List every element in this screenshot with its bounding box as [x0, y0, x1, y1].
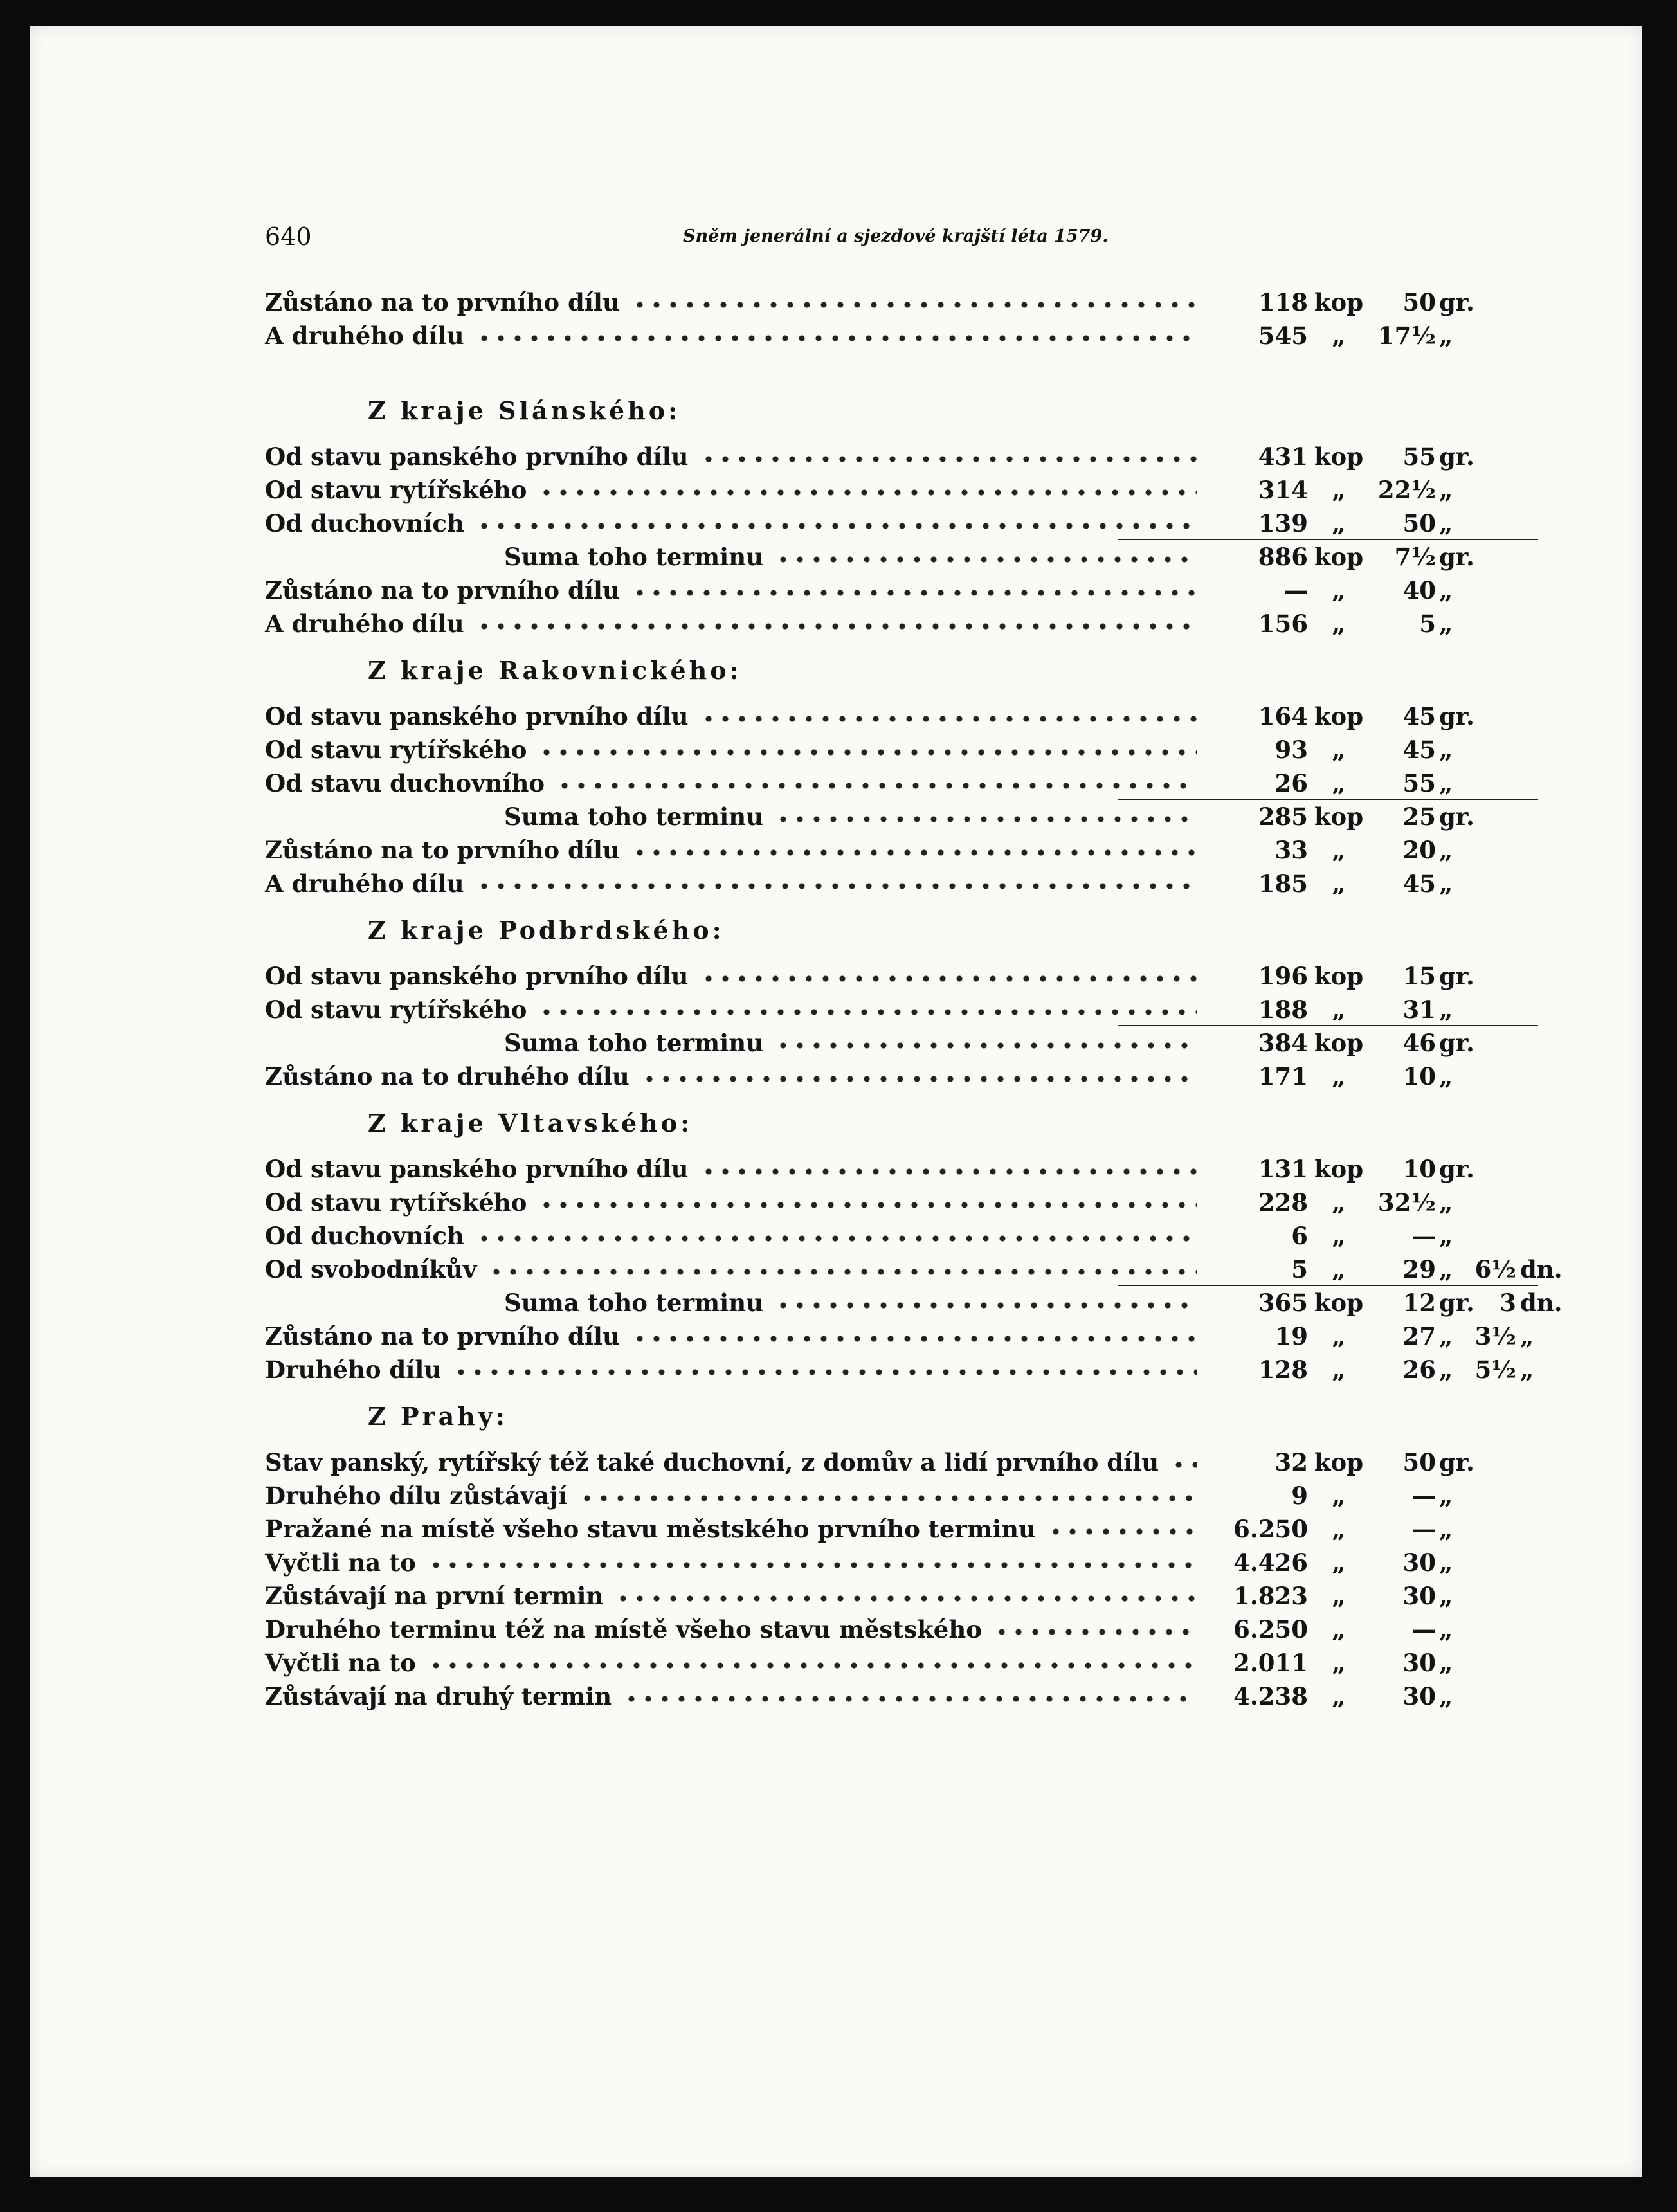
amount-u1: kop: [1314, 543, 1364, 571]
amount-v2: 45: [1402, 736, 1436, 764]
amount-v2: 55: [1402, 442, 1436, 471]
amount-v1: 6.250: [1233, 1515, 1308, 1543]
leader-dots: [579, 1491, 1197, 1506]
ledger-row: [265, 1448, 1538, 1482]
row-label: Zůstávají na první termin: [265, 1582, 604, 1610]
row-label: Vyčtli na to: [265, 1649, 416, 1677]
amount-v1: 139: [1258, 509, 1308, 538]
amount-v2: 15: [1402, 962, 1436, 990]
leader-dots: [775, 811, 1197, 827]
amount-u1: kop: [1314, 1029, 1364, 1057]
amount-v1: 185: [1258, 869, 1308, 898]
leader-dots: [476, 331, 1197, 346]
amount-v1: 33: [1274, 836, 1308, 864]
spacer: [265, 355, 1538, 383]
section-heading: Z kraje Slánského:: [368, 396, 681, 425]
leader-dots: [775, 1298, 1197, 1313]
amount-u2: „: [1439, 736, 1453, 764]
page-number: 640: [265, 222, 312, 251]
leader-dots: [775, 552, 1197, 567]
amount-u2: „: [1439, 610, 1453, 638]
amount-u2: „: [1439, 1548, 1453, 1577]
amount-v1: 365: [1258, 1289, 1308, 1317]
row-label: Od stavu rytířského: [265, 1188, 527, 1217]
amount-v1: 1.823: [1233, 1582, 1308, 1610]
leader-dots: [700, 711, 1197, 727]
amount-u2: „: [1439, 1582, 1453, 1610]
amount-u2: „: [1439, 1615, 1453, 1644]
ledger-row: [265, 702, 1538, 736]
row-label: Od svobodníkův: [265, 1255, 477, 1283]
leader-dots: [476, 619, 1197, 634]
amount-u1: „: [1332, 1649, 1346, 1677]
leader-dots: [993, 1624, 1197, 1640]
amount-v1: 156: [1258, 610, 1308, 638]
amount-v3: 6½: [1474, 1255, 1516, 1283]
sum-row: [265, 802, 1538, 836]
amount-u2: gr.: [1439, 442, 1474, 471]
leader-dots: [538, 485, 1197, 500]
amount-v1: 171: [1258, 1062, 1308, 1091]
amount-v2: 30: [1402, 1582, 1436, 1610]
amount-u1: „: [1332, 1255, 1346, 1283]
amount-v2: 7½: [1394, 543, 1436, 571]
ledger-row: [265, 442, 1538, 476]
amount-u3: „: [1520, 1355, 1534, 1384]
row-label: Druhého dílu: [265, 1355, 442, 1384]
ledger-row: [265, 869, 1538, 903]
leader-dots: [641, 1071, 1197, 1087]
row-label: Od duchovních: [265, 509, 464, 538]
ledger-row: [265, 1548, 1538, 1582]
amount-v2: 30: [1402, 1682, 1436, 1710]
amount-u1: „: [1332, 1322, 1346, 1350]
ledger-row: [265, 836, 1538, 869]
ledger-row: [265, 1682, 1538, 1716]
leader-dots: [700, 451, 1197, 467]
amount-u3: dn.: [1520, 1289, 1563, 1317]
amount-u1: kop: [1314, 1289, 1364, 1317]
ledger-row: [265, 1322, 1538, 1355]
leader-dots: [1170, 1457, 1197, 1473]
ledger-row: [265, 1188, 1538, 1222]
leader-dots: [631, 297, 1197, 313]
row-label: Zůstáno na to prvního dílu: [265, 836, 620, 864]
ledger-row: [265, 1255, 1563, 1289]
ledger-row: [265, 1615, 1538, 1649]
amount-v2: 5: [1419, 610, 1436, 638]
section: [265, 1389, 1538, 1716]
ledger-row: [265, 322, 1538, 355]
amount-u1: „: [1332, 509, 1346, 538]
ledger-row: [265, 1515, 1538, 1548]
amount-v1: 431: [1258, 442, 1308, 471]
amount-u2: gr.: [1439, 962, 1474, 990]
row-label: A druhého dílu: [265, 610, 464, 638]
ledger-row: [265, 288, 1538, 322]
amount-u1: „: [1332, 476, 1346, 504]
amount-u1: „: [1332, 836, 1346, 864]
row-label: Pražané na místě všeho stavu městského prvního terminu: [265, 1515, 1036, 1543]
amount-u2: „: [1439, 1322, 1453, 1350]
amount-v2: 31: [1402, 995, 1436, 1024]
ledger-row: [265, 736, 1538, 769]
amount-u1: „: [1332, 610, 1346, 638]
amount-u1: kop: [1314, 702, 1364, 730]
amount-v1: 4.238: [1233, 1682, 1308, 1710]
leader-dots: [453, 1364, 1197, 1380]
amount-u2: gr.: [1439, 1448, 1474, 1476]
amount-u2: gr.: [1439, 288, 1474, 316]
leader-dots: [615, 1591, 1197, 1606]
amount-v1: 228: [1258, 1188, 1308, 1217]
ledger-row: [265, 962, 1538, 995]
amount-v3: 5½: [1474, 1355, 1516, 1384]
row-label: Od stavu panského prvního dílu: [265, 1155, 689, 1183]
amount-u1: kop: [1314, 288, 1364, 316]
amount-v1: 118: [1258, 288, 1308, 316]
amount-v2: 26: [1402, 1355, 1436, 1384]
amount-u1: „: [1332, 1615, 1346, 1644]
row-label: Zůstáno na to prvního dílu: [265, 288, 620, 316]
leader-dots: [538, 745, 1197, 760]
amount-v2: 17½: [1377, 322, 1436, 350]
amount-v2: 55: [1402, 769, 1436, 797]
amount-v2: 40: [1402, 576, 1436, 604]
amount-v2: 50: [1402, 1448, 1436, 1476]
amount-u2: gr.: [1439, 543, 1474, 571]
amount-v2: 30: [1402, 1548, 1436, 1577]
amount-u2: „: [1439, 1255, 1453, 1283]
leader-dots: [631, 845, 1197, 860]
amount-u2: „: [1439, 836, 1453, 864]
row-label: Od stavu panského prvního dílu: [265, 442, 689, 471]
amount-u2: „: [1439, 995, 1453, 1024]
leader-dots: [775, 1038, 1197, 1053]
row-label: Suma toho terminu: [504, 802, 763, 831]
amount-v1: 6: [1291, 1222, 1308, 1250]
amount-v1: 4.426: [1233, 1548, 1308, 1577]
sum-rule: [1118, 799, 1538, 800]
amount-v1: 384: [1258, 1029, 1308, 1057]
amount-u1: kop: [1314, 962, 1364, 990]
amount-u2: „: [1439, 1222, 1453, 1250]
amount-v2: 22½: [1377, 476, 1436, 504]
leader-dots: [556, 778, 1197, 793]
amount-v2: 50: [1402, 509, 1436, 538]
amount-v1: 128: [1258, 1355, 1308, 1384]
row-label: Druhého terminu též na místě všeho stavu městského: [265, 1615, 982, 1644]
amount-v2: 45: [1402, 702, 1436, 730]
amount-u1: kop: [1314, 1155, 1364, 1183]
amount-u2: „: [1439, 1188, 1453, 1217]
amount-v1: 886: [1258, 543, 1308, 571]
row-label: Od stavu duchovního: [265, 769, 545, 797]
leader-dots: [623, 1691, 1197, 1707]
row-label: Stav panský, rytířský též také duchovní, z domův a lidí prvního dílu: [265, 1448, 1159, 1476]
ledger-row: [265, 476, 1538, 509]
amount-u2: „: [1439, 1355, 1453, 1384]
amount-u1: „: [1332, 1482, 1346, 1510]
amount-v2: 25: [1402, 802, 1436, 831]
amount-u2: „: [1439, 769, 1453, 797]
row-label: Od stavu panského prvního dílu: [265, 702, 689, 730]
amount-u1: „: [1332, 1188, 1346, 1217]
row-label: Od stavu rytířského: [265, 995, 527, 1024]
row-label: A druhého dílu: [265, 869, 464, 898]
amount-u2: gr.: [1439, 702, 1474, 730]
leader-dots: [1047, 1524, 1197, 1539]
leader-dots: [428, 1557, 1197, 1573]
amount-u1: „: [1332, 1222, 1346, 1250]
leader-dots: [476, 518, 1197, 534]
leader-dots: [488, 1264, 1197, 1280]
amount-v2: 20: [1402, 836, 1436, 864]
amount-v2: 27: [1402, 1322, 1436, 1350]
amount-v1: 93: [1274, 736, 1308, 764]
amount-u1: „: [1332, 576, 1346, 604]
amount-u2: „: [1439, 476, 1453, 504]
amount-u3: dn.: [1520, 1255, 1563, 1283]
amount-u1: „: [1332, 322, 1346, 350]
amount-v2: 50: [1402, 288, 1436, 316]
amount-u2: „: [1439, 1515, 1453, 1543]
leader-dots: [476, 878, 1197, 894]
row-label: Od stavu rytířského: [265, 736, 527, 764]
leader-dots: [538, 1197, 1197, 1213]
section-heading: Z kraje Vltavského:: [368, 1109, 693, 1138]
sum-rule: [1118, 1025, 1538, 1026]
amount-u2: „: [1439, 869, 1453, 898]
section-heading: Z Prahy:: [368, 1402, 508, 1431]
leader-dots: [428, 1658, 1197, 1673]
page-header: [265, 222, 1127, 261]
amount-v2: 30: [1402, 1649, 1436, 1677]
section: [265, 383, 1538, 643]
amount-u1: kop: [1314, 802, 1364, 831]
ledger-row: [265, 1062, 1538, 1096]
ledger-row: [265, 1155, 1538, 1188]
leader-dots: [476, 1231, 1197, 1246]
amount-v1: 131: [1258, 1155, 1308, 1183]
row-label: Vyčtli na to: [265, 1548, 416, 1577]
amount-v2: —: [1412, 1515, 1436, 1543]
amount-u2: „: [1439, 509, 1453, 538]
section: [265, 1096, 1563, 1389]
amount-u1: „: [1332, 1062, 1346, 1091]
leader-dots: [700, 971, 1197, 986]
leader-dots: [700, 1164, 1197, 1179]
row-label: Suma toho terminu: [504, 1029, 763, 1057]
amount-v1: 5: [1291, 1255, 1308, 1283]
row-label: Od duchovních: [265, 1222, 464, 1250]
amount-v1: —: [1284, 576, 1308, 604]
ledger-row: [265, 1355, 1538, 1389]
amount-v2: —: [1412, 1615, 1436, 1644]
amount-u2: „: [1439, 322, 1453, 350]
amount-v1: 545: [1258, 322, 1308, 350]
amount-u1: „: [1332, 995, 1346, 1024]
row-label: Druhého dílu zůstávají: [265, 1482, 567, 1510]
ledger-row: [265, 769, 1538, 802]
amount-u1: „: [1332, 736, 1346, 764]
amount-u2: „: [1439, 1062, 1453, 1091]
row-label: Zůstávají na druhý termin: [265, 1682, 612, 1710]
section: [265, 903, 1538, 1096]
ledger-row: [265, 1222, 1538, 1255]
amount-v2: 29: [1402, 1255, 1436, 1283]
amount-v2: —: [1412, 1482, 1436, 1510]
leader-dots: [631, 585, 1197, 601]
ledger-row: [265, 509, 1538, 543]
sum-rule: [1118, 1285, 1538, 1286]
amount-v2: 45: [1402, 869, 1436, 898]
amount-u1: „: [1332, 1355, 1346, 1384]
sum-row: [265, 1029, 1538, 1062]
amount-u2: gr.: [1439, 802, 1474, 831]
amount-u1: „: [1332, 769, 1346, 797]
sum-row: [265, 1289, 1563, 1322]
row-label: Od stavu rytířského: [265, 476, 527, 504]
amount-u1: kop: [1314, 442, 1364, 471]
ledger-row: [265, 995, 1538, 1029]
section-heading: Z kraje Rakovnického:: [368, 656, 742, 685]
row-label: Zůstáno na to prvního dílu: [265, 576, 620, 604]
row-label: Od stavu panského prvního dílu: [265, 962, 689, 990]
amount-v1: 196: [1258, 962, 1308, 990]
amount-v2: —: [1412, 1222, 1436, 1250]
amount-v1: 314: [1258, 476, 1308, 504]
amount-v3: 3: [1500, 1289, 1516, 1317]
ledger-row: [265, 1649, 1538, 1682]
amount-v1: 2.011: [1233, 1649, 1308, 1677]
amount-u1: „: [1332, 1548, 1346, 1577]
ledger-row: [265, 610, 1538, 643]
amount-v1: 19: [1274, 1322, 1308, 1350]
amount-v2: 46: [1402, 1029, 1436, 1057]
amount-u1: „: [1332, 1582, 1346, 1610]
amount-v1: 188: [1258, 995, 1308, 1024]
amount-v3: 3½: [1474, 1322, 1516, 1350]
leader-dots: [631, 1331, 1197, 1346]
row-label: Suma toho terminu: [504, 1289, 763, 1317]
section: [265, 288, 1538, 383]
leader-dots: [538, 1004, 1197, 1020]
amount-v2: 10: [1402, 1155, 1436, 1183]
ledger-row: [265, 576, 1538, 610]
row-label: Zůstáno na to druhého dílu: [265, 1062, 630, 1091]
amount-u3: „: [1520, 1322, 1534, 1350]
amount-u2: „: [1439, 1482, 1453, 1510]
amount-v1: 6.250: [1233, 1615, 1308, 1644]
running-title: Sněm jenerální a sjezdové krajští léta 1579.: [683, 226, 1109, 246]
amount-v1: 164: [1258, 702, 1308, 730]
amount-u2: gr.: [1439, 1155, 1474, 1183]
amount-v1: 9: [1291, 1482, 1308, 1510]
amount-u2: „: [1439, 1649, 1453, 1677]
amount-u2: gr.: [1439, 1029, 1474, 1057]
row-label: Suma toho terminu: [504, 543, 763, 571]
amount-v2: 12: [1402, 1289, 1436, 1317]
ledger-row: [265, 1482, 1538, 1515]
amount-v1: 285: [1258, 802, 1308, 831]
section-heading: Z kraje Podbrdského:: [368, 916, 725, 945]
amount-u2: gr.: [1439, 1289, 1474, 1317]
amount-v2: 10: [1402, 1062, 1436, 1091]
ledger-row: [265, 1582, 1538, 1615]
amount-u2: „: [1439, 576, 1453, 604]
amount-u1: „: [1332, 869, 1346, 898]
row-label: Zůstáno na to prvního dílu: [265, 1322, 620, 1350]
amount-u1: „: [1332, 1515, 1346, 1543]
sum-row: [265, 543, 1538, 576]
ledger: [265, 288, 1563, 1716]
amount-u1: „: [1332, 1682, 1346, 1710]
amount-v1: 26: [1274, 769, 1308, 797]
amount-v2: 32½: [1377, 1188, 1436, 1217]
row-label: A druhého dílu: [265, 322, 464, 350]
amount-u1: kop: [1314, 1448, 1364, 1476]
amount-v1: 32: [1274, 1448, 1308, 1476]
sum-rule: [1118, 539, 1538, 540]
amount-u2: „: [1439, 1682, 1453, 1710]
section: [265, 643, 1538, 903]
